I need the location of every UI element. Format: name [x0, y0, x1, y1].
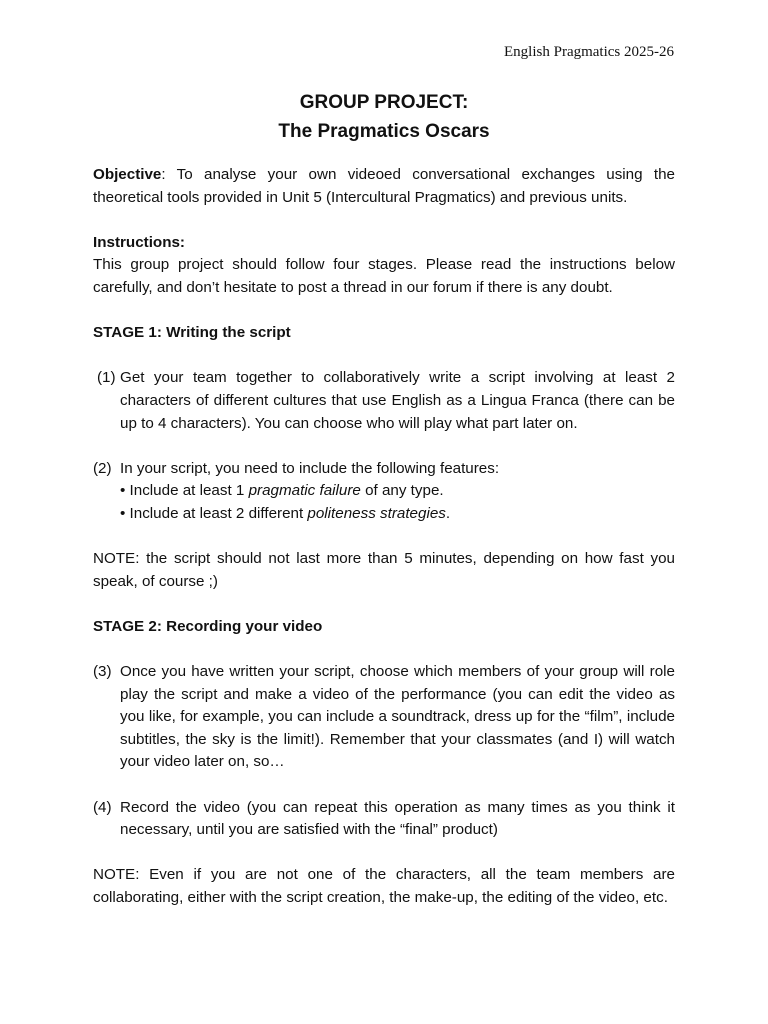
objective-paragraph — [93, 164, 675, 209]
list-item-4 — [93, 797, 675, 842]
stage1-heading: STAGE 1: Writing the script — [93, 324, 291, 342]
objective-text: : To analyse your own videoed conversational exchanges using the theoretical tools provided in Unit 5 (Intercultural Pragmatics) and previous units. — [93, 166, 675, 206]
list-item-1 — [93, 367, 675, 435]
list-item-text: In your script, you need to include the following features: — [120, 459, 500, 477]
title-block — [93, 88, 675, 146]
list-number: (2) — [93, 459, 112, 477]
page-title: GROUP PROJECT: — [299, 92, 469, 113]
objective-label: Objective — [93, 166, 162, 183]
stage2-note: NOTE: Even if you are not one of the characters, all the team members are collaborating, either with the script creation, the make-up, the editing of the video, etc. — [93, 866, 675, 906]
stage1-note: NOTE: the script should not last more than 5 minutes, depending on how fast you speak, of course ;) — [93, 550, 675, 590]
list-number: (4) — [93, 798, 112, 816]
instructions-text: This group project should follow four stages. Please read the instructions below carefully, and don’t hesitate to post a thread in our forum if there is any doubt. — [93, 256, 675, 296]
list-item-text: Get your team together to collaboratively write a script involving at least 2 characters of different cultures that use English as a Lingua Franca (there can be up to 4 characters). You can choose who will play what part later on. — [120, 369, 675, 432]
list-number: (1) — [97, 369, 116, 387]
list-item-3 — [93, 661, 675, 774]
document-body — [93, 164, 675, 910]
list-item-text: Once you have written your script, choose which members of your group will role play the script and make a video of the performance (you can edit the video as you like, for example, you can include a soundtrack, dress up for the “film”, include subtitles, the sky is the limit!). Remember that your classmates (and I) will watch your video later on, so… — [120, 663, 675, 771]
list-number: (3) — [93, 663, 112, 681]
list-item-2 — [93, 458, 675, 481]
stage2-heading: STAGE 2: Recording your video — [93, 617, 323, 635]
instructions-label: Instructions: — [93, 233, 185, 251]
page-subtitle: The Pragmatics Oscars — [278, 121, 490, 142]
course-header: English Pragmatics 2025-26 — [504, 44, 674, 60]
list-item-text: Record the video (you can repeat this operation as many times as you think it necessary, until you are satisfied with the “final” product) — [120, 798, 675, 839]
bullet-item: • Include at least 2 different politeness strategies. — [120, 504, 451, 522]
bullet-item: • Include at least 1 pragmatic failure of any type. — [120, 482, 444, 500]
